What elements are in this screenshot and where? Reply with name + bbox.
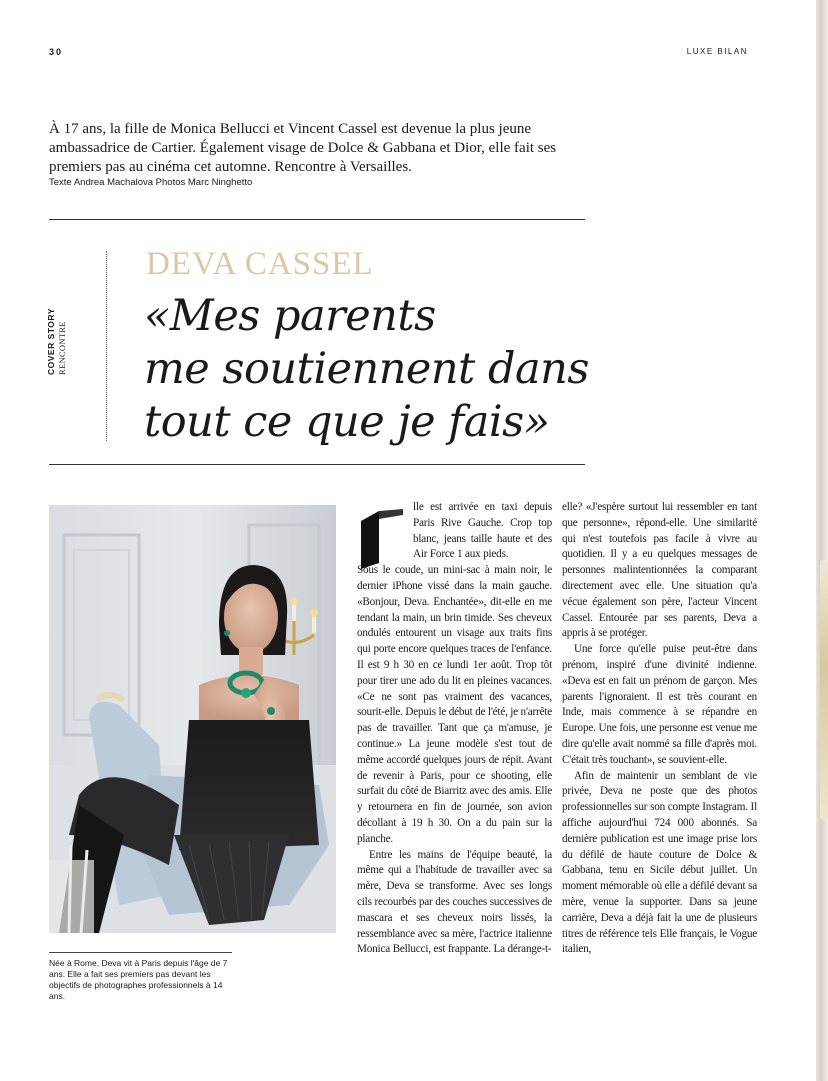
subject-name: DEVA CASSEL [146,246,374,282]
page-number: 30 [49,47,64,57]
intro-standfirst: À 17 ans, la fille de Monica Bellucci et Vincent Cassel est devenue la plus jeune ambassadrice de Cartier. Également visage de Dolce & Gabbana et Dior, elle fait ses premiers pas au cinéma cet automne. Rencontre à Versailles. [49,121,557,175]
article-paragraph: Entre les mains de l'équipe beauté, la même qui a l'habitude de travailler avec sa mère, Deva se transforme. Avec ses longs cils recourbés par des couches successives de mascara et ses cheveux noirs lissés, la ressemblance avec sa mère, l'actrice italienne Monica Bellucci, est frappante. La dérange-t- [357,848,552,956]
article-paragraph: elle? «J'espère surtout lui ressembler en tant que personne», répond-elle. Une similarité qui n'est toutefois pas facile à vivre au quotidien. Il y a eu quelques messages de personnes malintentionnées la comparant directement avec elle. Une situation qu'a vécue également son père, l'acteur Vincent Cassel. Entourée par ses parents, Deva a appris à se protéger. [562,501,757,640]
byline-credits: Texte Andrea Machalova Photos Marc Ninghetto [49,177,253,188]
caption-rule [49,952,232,953]
article-column-2 [562,500,757,958]
portrait-photo [49,505,336,933]
bottom-rule [49,464,585,465]
article-paragraph: Afin de maintenir un semblant de vie privée, Deva ne poste que des photos professionnelles sur son compte Instagram. Il affiche aujourd'hui 724 000 abonnés. Sa dernière publication est une image prise lors du défilé de haute couture de Dolce & Gabbana, tenu en Sicile début juillet. Un moment mémorable où elle a défilé devant sa mère, venue la supporter. Dans sa jeune carrière, Deva a déjà fait la une de plusieurs titres de référence tels Elle français, le Vogue italien, [562,769,757,956]
article-lead-text: lle est arrivée en taxi depuis Paris Rive Gauche. Crop top blanc, jeans taille haute et des Air Force 1 aux pieds. [413,501,552,561]
headline-quote [144,290,594,449]
article-paragraph: Une force qu'elle puise peut-être dans prénom, inspiré d'une divinité indienne. «Deva est en fait un prénom de garçon. Mes parents l'ignoraient. Il est très courant en Inde, mais commence à se répandre en Europe. Une fois, une personne est venue me dire qu'elle avait nommé sa fille d'après moi. C'était très touchant», se souvient-elle. [562,643,757,766]
running-head: LUXE BILAN [686,47,748,56]
section-label-sub: RENCONTRE [57,321,67,375]
headline-line: tout ce que je fais» [144,397,550,447]
facing-page-edge [816,0,828,1081]
vertical-dotted-rule [106,251,107,441]
article-paragraph: Sous le coude, un mini-sac à main noir, le dernier iPhone vissé dans la main gauche. «Bonjour, Deva. Enchantée», dit-elle en me tendant la main, un brin timide. Ses cheveux ondulés entourent un visage aux traits fins qui porte encore quelques traces de l'enfance. Il est 9 h 30 en ce lundi 1er août. Trop tôt pour tirer une ado du lit en pleines vacances. «Ce ne sont pas vraiment des vacances, sourit-elle. Depuis le début de l'été, je n'arrête pas de travailler. Tant que ça m'amuse, je continue.» La jeune modèle s'est tout de même accordé quelques jours de répit. Avant de revenir à Paris, pour ce shooting, elle surfait du côté de Biarritz avec des amis. Elle y retournera en fin de journée, son avion décollant à 19 h 30. On a du pain sur la planche. [357,564,553,845]
article-column-1 [357,500,552,958]
section-label [46,308,68,375]
headline-line: «Mes parents [144,291,436,341]
headline-line: me soutiennent dans [144,344,589,394]
top-rule [49,219,585,220]
section-label-main: COVER STORY [46,308,56,375]
photo-caption: Née à Rome, Deva vit à Paris depuis l'âge de 7 ans. Elle a fait ses premiers pas devant les objectifs de photographes professionnels à 14 ans. [49,958,228,1001]
